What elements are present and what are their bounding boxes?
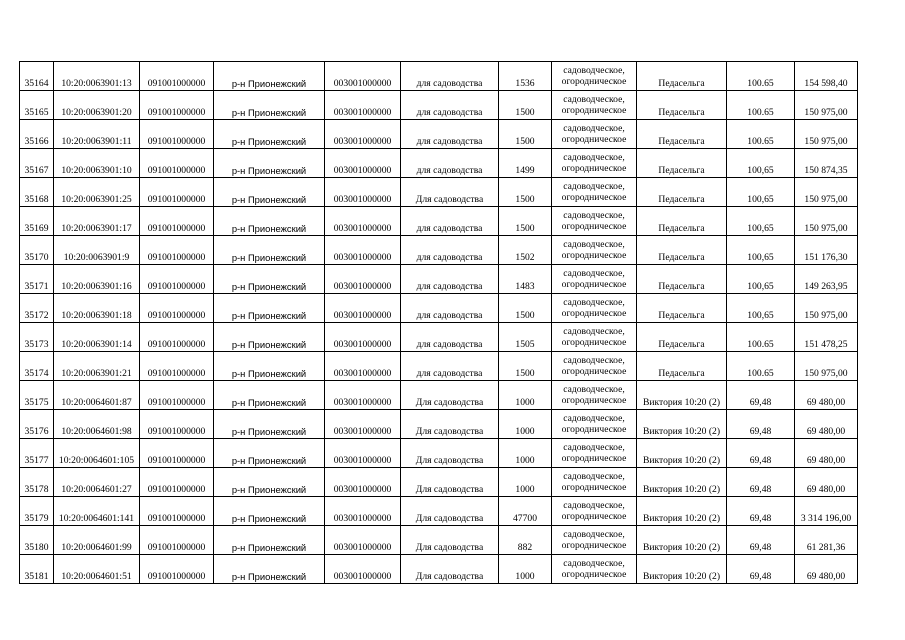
locality-cell: Виктория 10:20 (2) [637, 497, 727, 526]
purpose-cell [552, 91, 637, 120]
zone-code-cell: 003001000000 [325, 381, 401, 410]
zone-code-cell: 003001000000 [325, 294, 401, 323]
okato-code-cell: 091001000000 [140, 555, 214, 584]
locality-cell: Виктория 10:20 (2) [637, 526, 727, 555]
purpose-line: садоводческое, [563, 180, 625, 192]
permitted-use-cell: для садоводства [401, 149, 499, 178]
purpose-cell [552, 410, 637, 439]
cadastral-value-cell: 61 281,36 [795, 526, 858, 555]
table-row [20, 120, 858, 149]
cadastral-value-cell: 69 480,00 [795, 555, 858, 584]
region-cell: р-н Прионежский [214, 265, 325, 294]
permitted-use-cell: для садоводства [401, 120, 499, 149]
record-number-cell: 35170 [20, 236, 54, 265]
zone-code-cell: 003001000000 [325, 236, 401, 265]
specific-value-cell: 100,65 [727, 178, 795, 207]
permitted-use-cell: Для садоводства [401, 526, 499, 555]
locality-cell: Педасельга [637, 149, 727, 178]
zone-code-cell: 003001000000 [325, 265, 401, 294]
region-cell: р-н Прионежский [214, 178, 325, 207]
cadastral-number-cell: 10:20:0063901:21 [54, 352, 140, 381]
cadastral-value-cell: 69 480,00 [795, 381, 858, 410]
table-row [20, 468, 858, 497]
cadastral-value-cell: 151 478,25 [795, 323, 858, 352]
purpose-line: огородническое [561, 482, 627, 493]
specific-value-cell: 69,48 [727, 526, 795, 555]
area-cell: 1500 [499, 207, 552, 236]
permitted-use-cell: Для садоводства [401, 178, 499, 207]
region-cell: р-н Прионежский [214, 352, 325, 381]
cadastral-value-cell: 150 975,00 [795, 120, 858, 149]
cadastral-value-cell: 150 975,00 [795, 91, 858, 120]
specific-value-cell: 100,65 [727, 207, 795, 236]
okato-code-cell: 091001000000 [140, 91, 214, 120]
permitted-use-cell: для садоводства [401, 323, 499, 352]
purpose-line: садоводческое, [563, 354, 625, 366]
cadastral-value-cell: 151 176,30 [795, 236, 858, 265]
purpose-cell [552, 352, 637, 381]
cadastral-value-cell: 150 874,35 [795, 149, 858, 178]
region-cell: р-н Прионежский [214, 91, 325, 120]
cadastral-number-cell: 10:20:0064601:99 [54, 526, 140, 555]
locality-cell: Педасельга [637, 265, 727, 294]
record-number-cell: 35176 [20, 410, 54, 439]
table-row [20, 410, 858, 439]
purpose-line: садоводческое, [563, 238, 625, 250]
cadastral-number-cell: 10:20:0063901:18 [54, 294, 140, 323]
specific-value-cell: 100,65 [727, 265, 795, 294]
region-cell: р-н Прионежский [214, 149, 325, 178]
purpose-line: огородническое [561, 134, 627, 145]
zone-code-cell: 003001000000 [325, 555, 401, 584]
okato-code-cell: 091001000000 [140, 178, 214, 207]
okato-code-cell: 091001000000 [140, 439, 214, 468]
purpose-line: огородническое [561, 511, 627, 522]
permitted-use-cell: для садоводства [401, 265, 499, 294]
record-number-cell: 35179 [20, 497, 54, 526]
okato-code-cell: 091001000000 [140, 294, 214, 323]
cadastral-number-cell: 10:20:0063901:25 [54, 178, 140, 207]
record-number-cell: 35178 [20, 468, 54, 497]
table-row [20, 555, 858, 584]
record-number-cell: 35171 [20, 265, 54, 294]
table-row [20, 497, 858, 526]
cadastral-number-cell: 10:20:0064601:105 [54, 439, 140, 468]
purpose-line: садоводческое, [563, 441, 625, 453]
purpose-line: огородническое [561, 221, 627, 232]
purpose-cell [552, 62, 637, 91]
region-cell: р-н Прионежский [214, 381, 325, 410]
area-cell: 1500 [499, 91, 552, 120]
purpose-line: садоводческое, [563, 267, 625, 279]
region-cell: р-н Прионежский [214, 62, 325, 91]
zone-code-cell: 003001000000 [325, 91, 401, 120]
purpose-cell [552, 178, 637, 207]
zone-code-cell: 003001000000 [325, 62, 401, 91]
okato-code-cell: 091001000000 [140, 497, 214, 526]
permitted-use-cell: Для садоводства [401, 468, 499, 497]
zone-code-cell: 003001000000 [325, 439, 401, 468]
area-cell: 1000 [499, 410, 552, 439]
locality-cell: Педасельга [637, 236, 727, 265]
zone-code-cell: 003001000000 [325, 149, 401, 178]
specific-value-cell: 100.65 [727, 62, 795, 91]
purpose-line: огородническое [561, 366, 627, 377]
area-cell: 1500 [499, 294, 552, 323]
cadastral-value-cell: 69 480,00 [795, 410, 858, 439]
region-cell: р-н Прионежский [214, 236, 325, 265]
table-row [20, 381, 858, 410]
purpose-line: огородническое [561, 569, 627, 580]
cadastral-value-cell: 3 314 196,00 [795, 497, 858, 526]
area-cell: 1500 [499, 120, 552, 149]
zone-code-cell: 003001000000 [325, 120, 401, 149]
area-cell: 1000 [499, 381, 552, 410]
specific-value-cell: 69,48 [727, 468, 795, 497]
purpose-line: огородническое [561, 424, 627, 435]
cadastral-number-cell: 10:20:0064601:27 [54, 468, 140, 497]
locality-cell: Виктория 10:20 (2) [637, 555, 727, 584]
record-number-cell: 35169 [20, 207, 54, 236]
purpose-line: огородническое [561, 76, 627, 87]
table-body [20, 62, 858, 584]
area-cell: 1000 [499, 439, 552, 468]
zone-code-cell: 003001000000 [325, 323, 401, 352]
purpose-line: огородническое [561, 337, 627, 348]
table-row [20, 207, 858, 236]
purpose-line: огородническое [561, 250, 627, 261]
locality-cell: Педасельга [637, 62, 727, 91]
cadastral-number-cell: 10:20:0063901:11 [54, 120, 140, 149]
region-cell: р-н Прионежский [214, 555, 325, 584]
area-cell: 47700 [499, 497, 552, 526]
area-cell: 1536 [499, 62, 552, 91]
table-row [20, 91, 858, 120]
specific-value-cell: 100.65 [727, 323, 795, 352]
purpose-line: садоводческое, [563, 325, 625, 337]
cadastral-number-cell: 10:20:0063901:17 [54, 207, 140, 236]
specific-value-cell: 100.65 [727, 91, 795, 120]
region-cell: р-н Прионежский [214, 120, 325, 149]
purpose-line: огородническое [561, 279, 627, 290]
zone-code-cell: 003001000000 [325, 410, 401, 439]
locality-cell: Педасельга [637, 323, 727, 352]
region-cell: р-н Прионежский [214, 294, 325, 323]
table-row [20, 294, 858, 323]
purpose-line: садоводческое, [563, 557, 625, 569]
permitted-use-cell: для садоводства [401, 236, 499, 265]
area-cell: 1502 [499, 236, 552, 265]
cadastral-value-cell: 150 975,00 [795, 352, 858, 381]
okato-code-cell: 091001000000 [140, 468, 214, 497]
specific-value-cell: 69,48 [727, 555, 795, 584]
specific-value-cell: 100.65 [727, 120, 795, 149]
specific-value-cell: 100,65 [727, 149, 795, 178]
purpose-line: садоводческое, [563, 383, 625, 395]
cadastral-value-cell: 150 975,00 [795, 178, 858, 207]
okato-code-cell: 091001000000 [140, 265, 214, 294]
area-cell: 1500 [499, 178, 552, 207]
okato-code-cell: 091001000000 [140, 236, 214, 265]
permitted-use-cell: для садоводства [401, 62, 499, 91]
okato-code-cell: 091001000000 [140, 62, 214, 91]
record-number-cell: 35167 [20, 149, 54, 178]
purpose-cell [552, 555, 637, 584]
record-number-cell: 35174 [20, 352, 54, 381]
specific-value-cell: 69,48 [727, 497, 795, 526]
area-cell: 1483 [499, 265, 552, 294]
record-number-cell: 35180 [20, 526, 54, 555]
zone-code-cell: 003001000000 [325, 468, 401, 497]
area-cell: 882 [499, 526, 552, 555]
area-cell: 1000 [499, 555, 552, 584]
region-cell: р-н Прионежский [214, 207, 325, 236]
cadastral-number-cell: 10:20:0063901:13 [54, 62, 140, 91]
locality-cell: Педасельга [637, 120, 727, 149]
record-number-cell: 35168 [20, 178, 54, 207]
purpose-line: огородническое [561, 105, 627, 116]
record-number-cell: 35177 [20, 439, 54, 468]
purpose-line: садоводческое, [563, 528, 625, 540]
zone-code-cell: 003001000000 [325, 352, 401, 381]
specific-value-cell: 100,65 [727, 236, 795, 265]
okato-code-cell: 091001000000 [140, 526, 214, 555]
region-cell: р-н Прионежский [214, 410, 325, 439]
cadastral-number-cell: 10:20:0064601:51 [54, 555, 140, 584]
purpose-cell [552, 120, 637, 149]
cadastral-number-cell: 10:20:0063901:16 [54, 265, 140, 294]
purpose-line: огородническое [561, 395, 627, 406]
purpose-cell [552, 323, 637, 352]
purpose-line: садоводческое, [563, 93, 625, 105]
purpose-line: садоводческое, [563, 122, 625, 134]
purpose-line: огородническое [561, 540, 627, 551]
purpose-cell [552, 236, 637, 265]
permitted-use-cell: для садоводства [401, 294, 499, 323]
permitted-use-cell: для садоводства [401, 207, 499, 236]
area-cell: 1505 [499, 323, 552, 352]
locality-cell: Педасельга [637, 91, 727, 120]
purpose-line: садоводческое, [563, 470, 625, 482]
purpose-cell [552, 468, 637, 497]
table-row [20, 149, 858, 178]
area-cell: 1499 [499, 149, 552, 178]
record-number-cell: 35173 [20, 323, 54, 352]
record-number-cell: 35164 [20, 62, 54, 91]
record-number-cell: 35175 [20, 381, 54, 410]
purpose-cell [552, 439, 637, 468]
region-cell: р-н Прионежский [214, 439, 325, 468]
locality-cell: Педасельга [637, 207, 727, 236]
area-cell: 1500 [499, 352, 552, 381]
locality-cell: Виктория 10:20 (2) [637, 410, 727, 439]
purpose-cell [552, 149, 637, 178]
specific-value-cell: 69,48 [727, 410, 795, 439]
purpose-line: садоводческое, [563, 64, 625, 76]
cadastral-value-cell: 154 598,40 [795, 62, 858, 91]
region-cell: р-н Прионежский [214, 323, 325, 352]
cadastral-value-cell: 150 975,00 [795, 294, 858, 323]
purpose-line: садоводческое, [563, 296, 625, 308]
cadastral-number-cell: 10:20:0063901:9 [54, 236, 140, 265]
record-number-cell: 35165 [20, 91, 54, 120]
specific-value-cell: 69,48 [727, 381, 795, 410]
purpose-cell [552, 381, 637, 410]
region-cell: р-н Прионежский [214, 497, 325, 526]
zone-code-cell: 003001000000 [325, 497, 401, 526]
zone-code-cell: 003001000000 [325, 526, 401, 555]
cadastral-value-cell: 69 480,00 [795, 468, 858, 497]
cadastral-number-cell: 10:20:0064601:98 [54, 410, 140, 439]
purpose-cell [552, 497, 637, 526]
table-row [20, 265, 858, 294]
cadastral-value-cell: 149 263,95 [795, 265, 858, 294]
purpose-line: садоводческое, [563, 151, 625, 163]
region-cell: р-н Прионежский [214, 526, 325, 555]
purpose-line: огородническое [561, 163, 627, 174]
specific-value-cell: 69,48 [727, 439, 795, 468]
okato-code-cell: 091001000000 [140, 120, 214, 149]
locality-cell: Педасельга [637, 352, 727, 381]
permitted-use-cell: Для садоводства [401, 410, 499, 439]
purpose-cell [552, 294, 637, 323]
purpose-line: огородническое [561, 192, 627, 203]
purpose-cell [552, 265, 637, 294]
locality-cell: Виктория 10:20 (2) [637, 381, 727, 410]
locality-cell: Виктория 10:20 (2) [637, 439, 727, 468]
purpose-cell [552, 526, 637, 555]
locality-cell: Педасельга [637, 178, 727, 207]
okato-code-cell: 091001000000 [140, 207, 214, 236]
cadastral-value-cell: 69 480,00 [795, 439, 858, 468]
okato-code-cell: 091001000000 [140, 149, 214, 178]
locality-cell: Виктория 10:20 (2) [637, 468, 727, 497]
table-row [20, 323, 858, 352]
land-registry-table [19, 61, 858, 584]
table-row [20, 439, 858, 468]
okato-code-cell: 091001000000 [140, 352, 214, 381]
permitted-use-cell: для садоводства [401, 91, 499, 120]
record-number-cell: 35166 [20, 120, 54, 149]
cadastral-number-cell: 10:20:0064601:141 [54, 497, 140, 526]
permitted-use-cell: Для садоводства [401, 381, 499, 410]
cadastral-number-cell: 10:20:0063901:14 [54, 323, 140, 352]
cadastral-number-cell: 10:20:0063901:20 [54, 91, 140, 120]
record-number-cell: 35172 [20, 294, 54, 323]
specific-value-cell: 100,65 [727, 294, 795, 323]
cadastral-number-cell: 10:20:0064601:87 [54, 381, 140, 410]
purpose-line: садоводческое, [563, 209, 625, 221]
permitted-use-cell: для садоводства [401, 352, 499, 381]
locality-cell: Педасельга [637, 294, 727, 323]
purpose-cell [552, 207, 637, 236]
cadastral-number-cell: 10:20:0063901:10 [54, 149, 140, 178]
specific-value-cell: 100.65 [727, 352, 795, 381]
zone-code-cell: 003001000000 [325, 178, 401, 207]
purpose-line: огородническое [561, 308, 627, 319]
area-cell: 1000 [499, 468, 552, 497]
okato-code-cell: 091001000000 [140, 323, 214, 352]
purpose-line: садоводческое, [563, 412, 625, 424]
purpose-line: огородническое [561, 453, 627, 464]
purpose-line: садоводческое, [563, 499, 625, 511]
table-row [20, 62, 858, 91]
cadastral-value-cell: 150 975,00 [795, 207, 858, 236]
table-row [20, 352, 858, 381]
permitted-use-cell: Для садоводства [401, 497, 499, 526]
table-row [20, 236, 858, 265]
region-cell: р-н Прионежский [214, 468, 325, 497]
okato-code-cell: 091001000000 [140, 381, 214, 410]
table-row [20, 526, 858, 555]
record-number-cell: 35181 [20, 555, 54, 584]
permitted-use-cell: Для садоводства [401, 439, 499, 468]
okato-code-cell: 091001000000 [140, 410, 214, 439]
permitted-use-cell: Для садоводства [401, 555, 499, 584]
zone-code-cell: 003001000000 [325, 207, 401, 236]
table-row [20, 178, 858, 207]
